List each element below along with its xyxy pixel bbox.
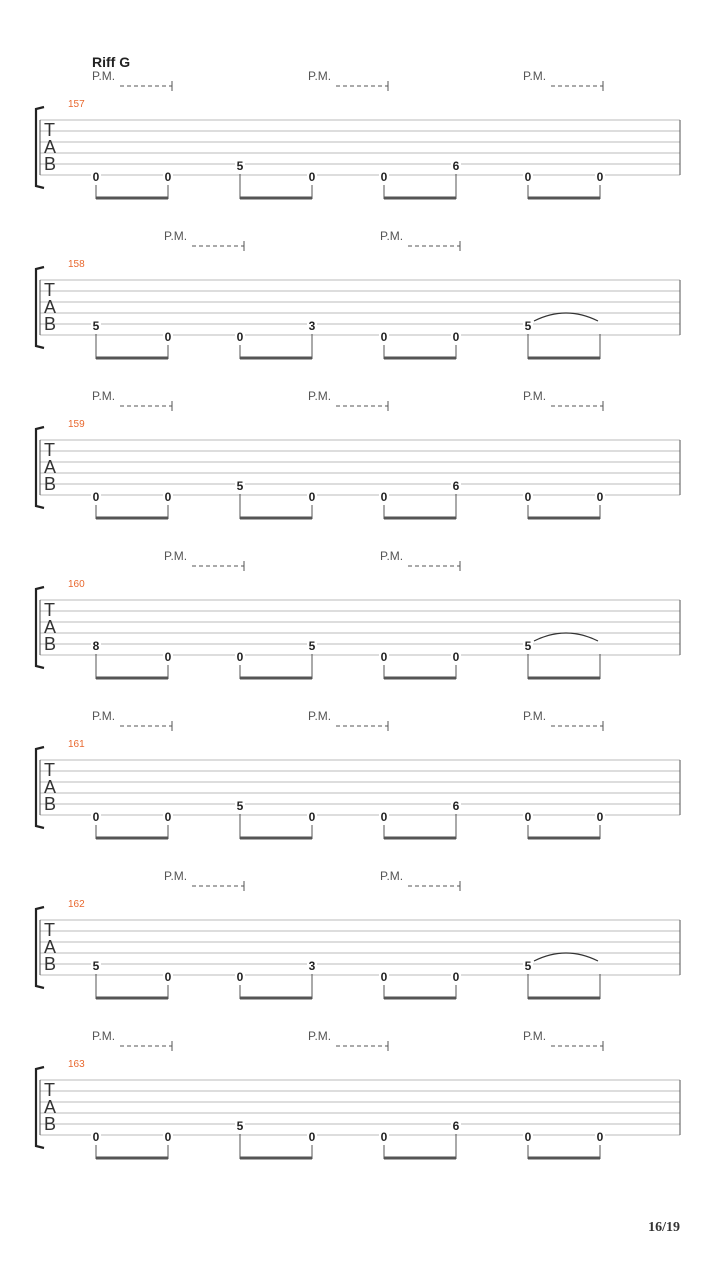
palm-mute-label: P.M. [164,549,188,563]
fret-number: 0 [236,970,244,984]
fret-number: 0 [164,330,172,344]
fret-number: 6 [452,159,460,173]
fret-number: 8 [92,639,100,653]
tab-letter-a: A [44,137,57,157]
palm-mute-label: P.M. [523,709,547,723]
fret-number: 5 [236,1119,244,1133]
bar-number: 161 [68,739,85,750]
fret-number: 0 [164,650,172,664]
fret-number: 0 [524,1130,532,1144]
palm-mute-label: P.M. [92,1029,116,1043]
fret-number: 0 [524,490,532,504]
fret-number: 5 [524,319,532,333]
fret-number: 0 [164,490,172,504]
tab-letter-a: A [44,1097,57,1117]
tie-arc [534,953,598,961]
fret-number: 0 [524,170,532,184]
tab-letter-b: B [44,794,57,814]
bar-number: 159 [68,419,85,430]
bar-number: 162 [68,899,85,910]
bar-number: 160 [68,579,85,590]
tab-letter-a: A [44,457,57,477]
fret-number: 5 [524,959,532,973]
fret-number: 5 [524,639,532,653]
fret-number: 0 [380,810,388,824]
bar-number: 157 [68,99,85,110]
palm-mute-label: P.M. [92,709,116,723]
fret-number: 6 [452,799,460,813]
palm-mute-label: P.M. [308,389,332,403]
fret-number: 0 [308,1130,316,1144]
fret-number: 3 [308,959,316,973]
fret-number: 0 [164,970,172,984]
palm-mute-label: P.M. [380,869,404,883]
tab-letter-t: T [44,760,55,780]
palm-mute-label: P.M. [308,1029,332,1043]
palm-mute-label: P.M. [380,229,404,243]
tab-letter-a: A [44,777,57,797]
tab-letter-t: T [44,120,55,140]
tab-letter-a: A [44,937,57,957]
fret-number: 0 [380,1130,388,1144]
palm-mute-label: P.M. [92,389,116,403]
bar-number: 163 [68,1059,85,1070]
tab-letter-b: B [44,314,57,334]
tab-letter-b: B [44,634,57,654]
fret-number: 0 [92,810,100,824]
bar-number: 158 [68,259,85,270]
fret-number: 0 [308,490,316,504]
tie-arc [534,633,598,641]
fret-number: 6 [452,479,460,493]
fret-number: 0 [380,970,388,984]
fret-number: 5 [236,479,244,493]
fret-number: 0 [380,170,388,184]
fret-number: 0 [596,170,604,184]
fret-number: 0 [452,970,460,984]
tab-letter-b: B [44,474,57,494]
palm-mute-label: P.M. [380,549,404,563]
fret-number: 6 [452,1119,460,1133]
fret-number: 0 [236,650,244,664]
fret-number: 0 [236,330,244,344]
fret-number: 0 [92,170,100,184]
fret-number: 0 [380,330,388,344]
fret-number: 0 [164,810,172,824]
palm-mute-label: P.M. [523,1029,547,1043]
fret-number: 0 [308,810,316,824]
tab-letter-t: T [44,440,55,460]
fret-number: 0 [380,650,388,664]
fret-number: 0 [380,490,388,504]
tab-letter-t: T [44,1080,55,1100]
fret-number: 0 [308,170,316,184]
tab-letter-b: B [44,1114,57,1134]
tab-letter-t: T [44,920,55,940]
fret-number: 5 [236,159,244,173]
fret-number: 0 [92,1130,100,1144]
page-number: 16/19 [648,1220,680,1235]
palm-mute-label: P.M. [308,69,332,83]
tab-letter-t: T [44,280,55,300]
fret-number: 0 [596,1130,604,1144]
fret-number: 3 [308,319,316,333]
fret-number: 5 [236,799,244,813]
fret-number: 0 [596,490,604,504]
fret-number: 0 [524,810,532,824]
fret-number: 0 [164,170,172,184]
fret-number: 0 [452,330,460,344]
tab-letter-t: T [44,600,55,620]
fret-number: 5 [92,319,100,333]
fret-number: 0 [452,650,460,664]
fret-number: 0 [596,810,604,824]
tie-arc [534,313,598,321]
tab-letter-b: B [44,954,57,974]
palm-mute-label: P.M. [164,229,188,243]
tab-letter-b: B [44,154,57,174]
tab-letter-a: A [44,617,57,637]
palm-mute-label: P.M. [523,69,547,83]
fret-number: 5 [92,959,100,973]
fret-number: 0 [92,490,100,504]
palm-mute-label: P.M. [92,69,116,83]
palm-mute-label: P.M. [308,709,332,723]
palm-mute-label: P.M. [164,869,188,883]
section-label: Riff G [92,54,131,70]
palm-mute-label: P.M. [523,389,547,403]
tab-letter-a: A [44,297,57,317]
fret-number: 0 [164,1130,172,1144]
fret-number: 5 [308,639,316,653]
